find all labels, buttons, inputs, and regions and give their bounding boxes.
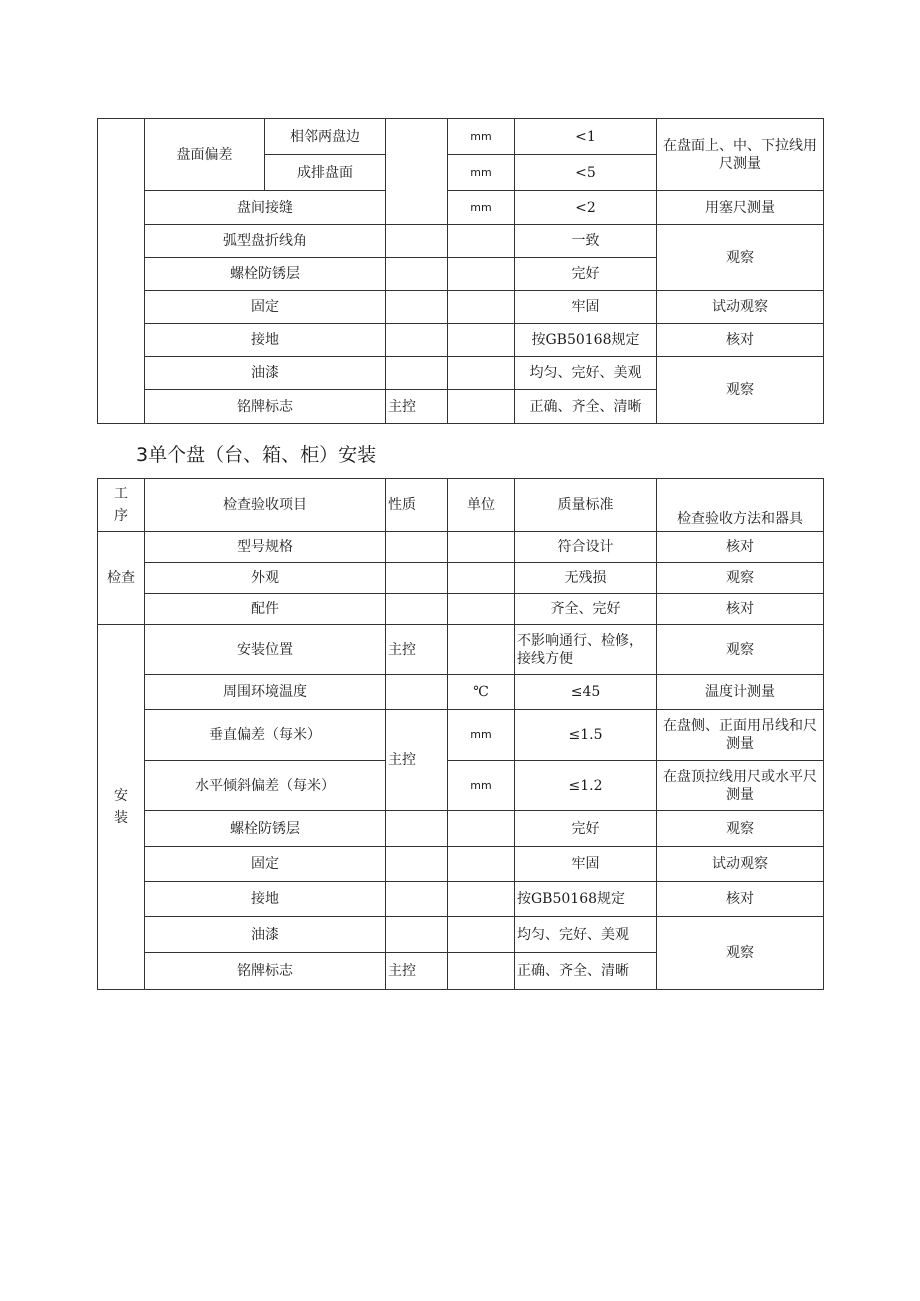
single-panel-installation-table bbox=[97, 478, 824, 990]
nature-cell bbox=[386, 811, 448, 847]
header-process-line1: 工 bbox=[114, 486, 128, 502]
unit-cell bbox=[448, 357, 515, 390]
standard-cell: 牢固 bbox=[515, 291, 657, 324]
nature-cell bbox=[386, 258, 448, 291]
table-row bbox=[98, 563, 824, 594]
unit-cell bbox=[448, 811, 515, 847]
unit-cell bbox=[448, 625, 515, 675]
header-standard: 质量标准 bbox=[515, 479, 657, 532]
method-cell: 观察 bbox=[657, 917, 824, 990]
nature-cell bbox=[386, 917, 448, 953]
unit-cell bbox=[448, 882, 515, 917]
nature-cell: 主控 bbox=[386, 390, 448, 424]
process-group-check: 检查 bbox=[98, 532, 145, 625]
unit-cell: mm bbox=[448, 155, 515, 191]
method-cell: 观察 bbox=[657, 357, 824, 424]
install-group-line1: 安 bbox=[114, 788, 128, 804]
table-row bbox=[98, 625, 824, 675]
table-row bbox=[98, 357, 824, 390]
header-nature: 性质 bbox=[386, 479, 448, 532]
item-cell: 盘面偏差 bbox=[145, 119, 265, 191]
item-cell: 型号规格 bbox=[145, 532, 386, 563]
method-cell: 用塞尺测量 bbox=[657, 191, 824, 225]
standard-cell: ≤45 bbox=[515, 675, 657, 710]
nature-cell bbox=[386, 532, 448, 563]
item-cell: 安装位置 bbox=[145, 625, 386, 675]
unit-cell bbox=[448, 532, 515, 563]
method-cell: 核对 bbox=[657, 594, 824, 625]
table-row bbox=[98, 710, 824, 761]
item-cell: 接地 bbox=[145, 324, 386, 357]
item-cell: 油漆 bbox=[145, 357, 386, 390]
table-row bbox=[98, 291, 824, 324]
item-cell: 弧型盘折线角 bbox=[145, 225, 386, 258]
unit-cell bbox=[448, 563, 515, 594]
nature-cell bbox=[386, 594, 448, 625]
unit-cell bbox=[448, 225, 515, 258]
nature-cell bbox=[386, 225, 448, 258]
process-group-install bbox=[98, 625, 145, 990]
item-cell: 配件 bbox=[145, 594, 386, 625]
header-process bbox=[98, 479, 145, 532]
unit-cell bbox=[448, 390, 515, 424]
method-cell: 试动观察 bbox=[657, 291, 824, 324]
method-cell: 在盘面上、中、下拉线用尺测量 bbox=[657, 119, 824, 191]
sub-item-cell: 成排盘面 bbox=[265, 155, 386, 191]
unit-cell bbox=[448, 917, 515, 953]
standard-cell: 完好 bbox=[515, 811, 657, 847]
table-row bbox=[98, 324, 824, 357]
installation-check-table-continued bbox=[97, 118, 824, 424]
unit-cell: mm bbox=[448, 761, 515, 811]
unit-cell: mm bbox=[448, 710, 515, 761]
method-cell: 观察 bbox=[657, 563, 824, 594]
item-cell: 螺栓防锈层 bbox=[145, 258, 386, 291]
method-cell: 在盘顶拉线用尺或水平尺测量 bbox=[657, 761, 824, 811]
standard-cell: 按GB50168规定 bbox=[515, 324, 657, 357]
standard-cell: 均匀、完好、美观 bbox=[515, 357, 657, 390]
unit-cell bbox=[448, 594, 515, 625]
method-cell: 温度计测量 bbox=[657, 675, 824, 710]
nature-cell bbox=[386, 847, 448, 882]
standard-cell: 正确、齐全、清晰 bbox=[515, 390, 657, 424]
method-cell: 观察 bbox=[657, 625, 824, 675]
standard-cell: 按GB50168规定 bbox=[515, 882, 657, 917]
item-cell: 油漆 bbox=[145, 917, 386, 953]
unit-cell bbox=[448, 953, 515, 990]
standard-cell: 齐全、完好 bbox=[515, 594, 657, 625]
item-cell: 螺栓防锈层 bbox=[145, 811, 386, 847]
section-title: 3单个盘（台、箱、柜）安装 bbox=[136, 444, 377, 466]
item-cell: 外观 bbox=[145, 563, 386, 594]
item-cell: 固定 bbox=[145, 847, 386, 882]
item-cell: 水平倾斜偏差（每米） bbox=[145, 761, 386, 811]
unit-cell: ℃ bbox=[448, 675, 515, 710]
item-cell: 接地 bbox=[145, 882, 386, 917]
nature-cell: 主控 bbox=[386, 710, 448, 811]
standard-cell: 正确、齐全、清晰 bbox=[515, 953, 657, 990]
standard-cell: 无残损 bbox=[515, 563, 657, 594]
nature-cell bbox=[386, 291, 448, 324]
process-cell-empty bbox=[98, 119, 145, 424]
standard-cell: 不影响通行、检修，接线方便 bbox=[515, 625, 657, 675]
header-process-line2: 序 bbox=[114, 508, 128, 524]
table-row bbox=[98, 917, 824, 953]
nature-cell: 主控 bbox=[386, 625, 448, 675]
table-row bbox=[98, 882, 824, 917]
install-group-line2: 装 bbox=[114, 810, 128, 826]
unit-cell: mm bbox=[448, 119, 515, 155]
table-row bbox=[98, 119, 824, 155]
item-cell: 盘间接缝 bbox=[145, 191, 386, 225]
standard-cell: 牢固 bbox=[515, 847, 657, 882]
standard-cell: ≤1.2 bbox=[515, 761, 657, 811]
method-cell: 核对 bbox=[657, 882, 824, 917]
table-row bbox=[98, 675, 824, 710]
nature-cell: 主控 bbox=[386, 953, 448, 990]
method-cell: 试动观察 bbox=[657, 847, 824, 882]
item-cell: 垂直偏差（每米） bbox=[145, 710, 386, 761]
standard-cell: 符合设计 bbox=[515, 532, 657, 563]
unit-cell bbox=[448, 258, 515, 291]
table-row bbox=[98, 761, 824, 811]
table-header-row bbox=[98, 479, 824, 532]
header-item: 检查验收项目 bbox=[145, 479, 386, 532]
nature-cell bbox=[386, 882, 448, 917]
item-cell: 周围环境温度 bbox=[145, 675, 386, 710]
table-row bbox=[98, 225, 824, 258]
table-row bbox=[98, 191, 824, 225]
table-row bbox=[98, 594, 824, 625]
header-unit: 单位 bbox=[448, 479, 515, 532]
table-row bbox=[98, 811, 824, 847]
standard-cell: 均匀、完好、美观 bbox=[515, 917, 657, 953]
method-cell: 核对 bbox=[657, 324, 824, 357]
nature-cell bbox=[386, 675, 448, 710]
header-method: 检查验收方法和器具 bbox=[657, 479, 824, 532]
unit-cell bbox=[448, 324, 515, 357]
method-cell: 在盘侧、正面用吊线和尺测量 bbox=[657, 710, 824, 761]
sub-item-cell: 相邻两盘边 bbox=[265, 119, 386, 155]
standard-cell: <5 bbox=[515, 155, 657, 191]
standard-cell: <1 bbox=[515, 119, 657, 155]
method-cell: 观察 bbox=[657, 225, 824, 291]
nature-cell bbox=[386, 357, 448, 390]
nature-cell bbox=[386, 563, 448, 594]
item-cell: 固定 bbox=[145, 291, 386, 324]
table-row bbox=[98, 532, 824, 563]
method-cell: 核对 bbox=[657, 532, 824, 563]
standard-cell: 一致 bbox=[515, 225, 657, 258]
table-row bbox=[98, 847, 824, 882]
item-cell: 铭牌标志 bbox=[145, 953, 386, 990]
standard-cell: ≤1.5 bbox=[515, 710, 657, 761]
unit-cell: mm bbox=[448, 191, 515, 225]
standard-cell: 完好 bbox=[515, 258, 657, 291]
standard-cell: <2 bbox=[515, 191, 657, 225]
unit-cell bbox=[448, 291, 515, 324]
method-cell: 观察 bbox=[657, 811, 824, 847]
nature-cell bbox=[386, 119, 448, 225]
item-cell: 铭牌标志 bbox=[145, 390, 386, 424]
unit-cell bbox=[448, 847, 515, 882]
nature-cell bbox=[386, 324, 448, 357]
